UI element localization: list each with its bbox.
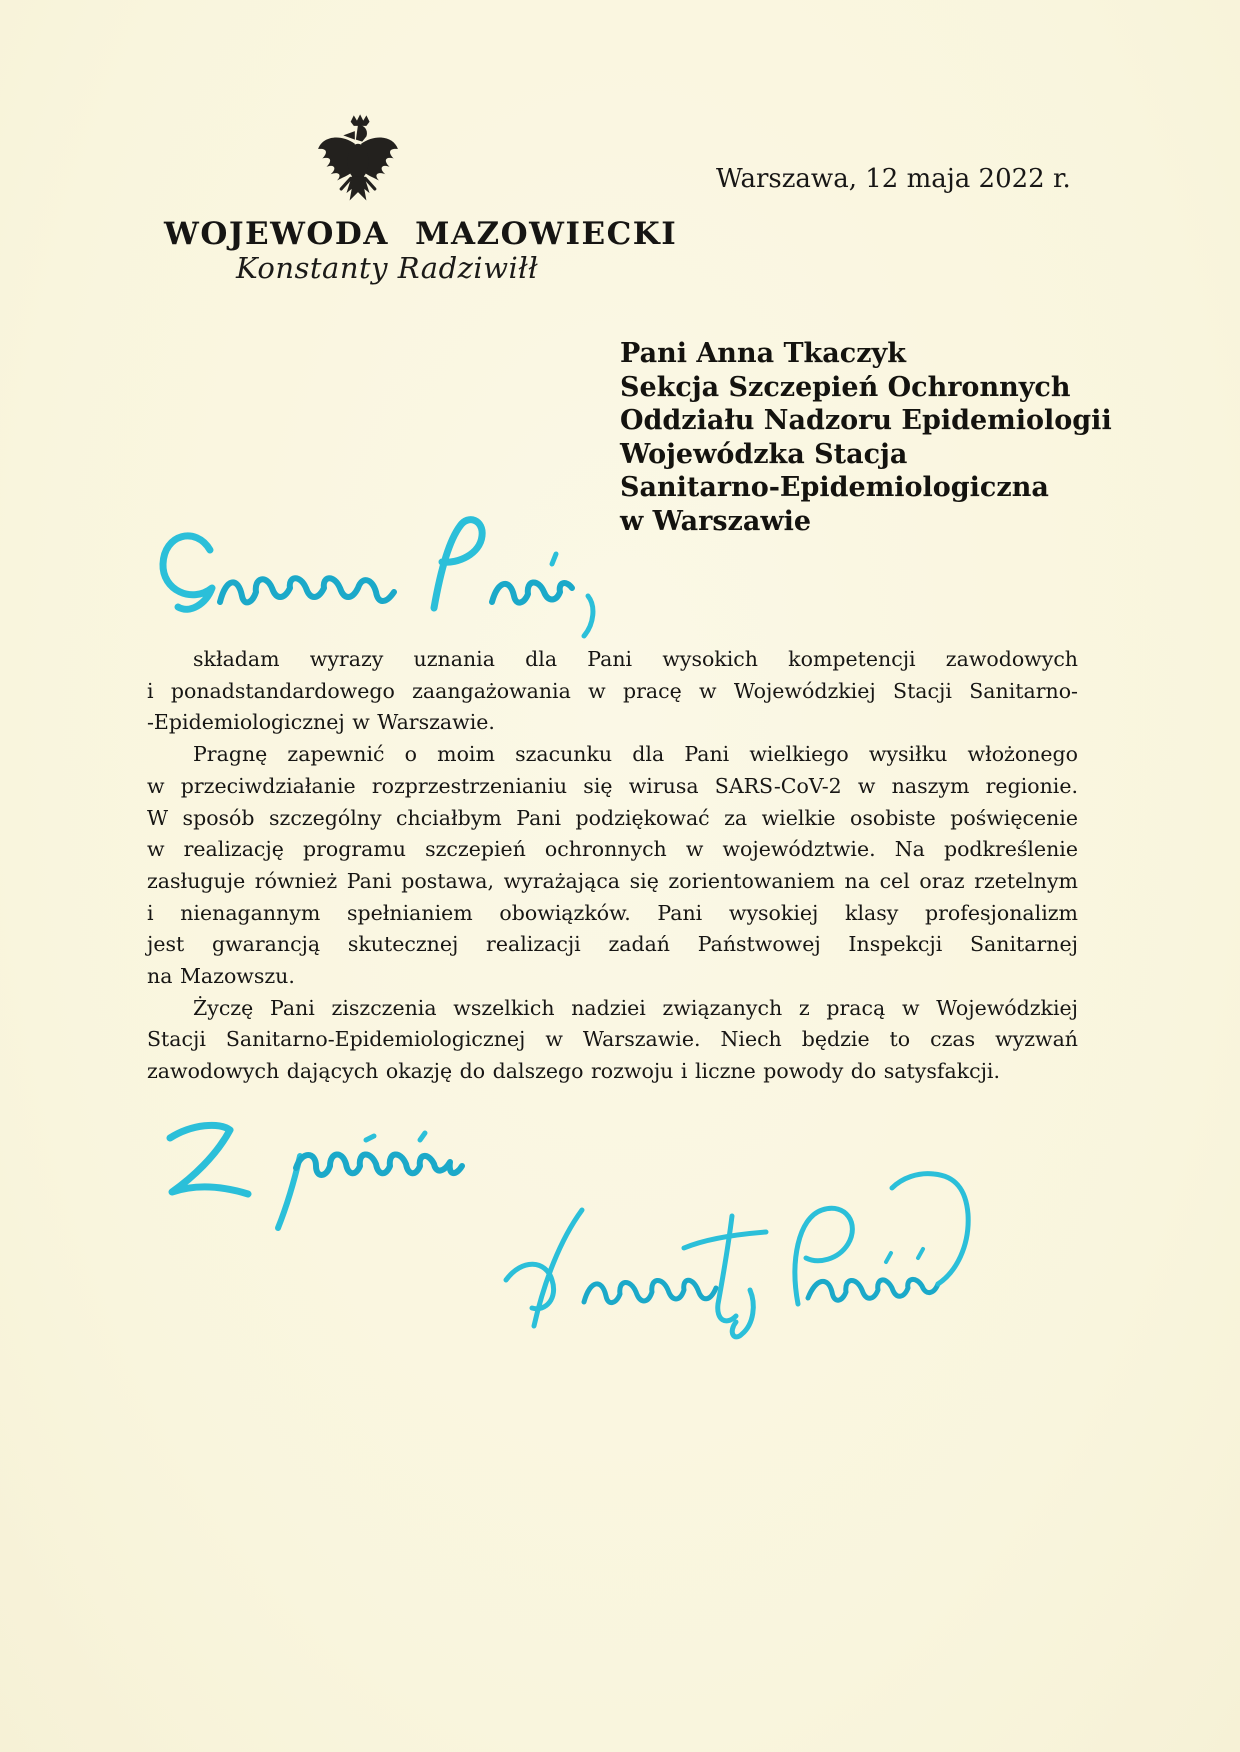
recipient-line: w Warszawie bbox=[620, 505, 812, 537]
body-line: -Epidemiologicznej w Warszawie. bbox=[147, 710, 495, 735]
body-line: w przeciwdziałanie rozprzestrzenianiu się wirusa SARS-CoV-2 w naszym regionie. bbox=[147, 773, 1078, 798]
body-line: zawodowych dających okazję do dalszego rozwoju i liczne powody do satysfakcji. bbox=[147, 1059, 1001, 1084]
body-line: zasługuje również Pani postawa, wyrażająca się zorientowaniem na cel oraz rzetelnym bbox=[147, 868, 1078, 893]
body-line: Życzę Pani ziszczenia wszelkich nadziei związanych z pracą w Wojewódzkiej bbox=[193, 995, 1078, 1020]
recipient-block bbox=[620, 337, 1112, 538]
office-holder-name: Konstanty Radziwiłł bbox=[236, 251, 539, 285]
body-line: W sposób szczególny chciałbym Pani podziękować za wielkie osobiste poświęcenie bbox=[147, 805, 1078, 830]
handwritten-greeting bbox=[148, 512, 618, 652]
polish-eagle-icon bbox=[316, 113, 400, 205]
recipient-line: Pani Anna Tkaczyk bbox=[620, 338, 906, 369]
handwritten-closing bbox=[158, 1116, 558, 1234]
place-and-date: Warszawa, 12 maja 2022 r. bbox=[716, 164, 1071, 194]
recipient-line: Wojewódzka Stacja bbox=[620, 438, 908, 470]
body-line: Pragnę zapewnić o moim szacunku dla Pani wielkiego wysiłku włożonego bbox=[193, 742, 1078, 767]
body-line: Stacji Sanitarno-Epidemiologicznej w Warszawie. Niech będzie to czas wyzwań bbox=[147, 1027, 1078, 1052]
handwritten-signature bbox=[488, 1152, 993, 1342]
office-title: WOJEWODA MAZOWIECKI bbox=[164, 216, 678, 252]
body-line: składam wyrazy uznania dla Pani wysokich kompetencji zawodowych bbox=[193, 647, 1078, 671]
body-line: i ponadstandardowego zaangażowania w pracę w Wojewódzkiej Stacji Sanitarno- bbox=[147, 678, 1078, 703]
body-line: na Mazowszu. bbox=[147, 964, 295, 989]
recipient-line: Sanitarno-Epidemiologiczna bbox=[620, 472, 1049, 503]
body-line: jest gwarancją skutecznej realizacji zadań Państwowej Inspekcji Sanitarnej bbox=[147, 932, 1078, 957]
letter-body bbox=[147, 644, 1078, 1088]
body-line: w realizację programu szczepień ochronnych w województwie. Na podkreślenie bbox=[147, 837, 1078, 862]
body-line: i nienagannym spełnianiem obowiązków. Pani wysokiej klasy profesjonalizm bbox=[147, 900, 1078, 925]
recipient-line: Oddziału Nadzoru Epidemiologii bbox=[620, 405, 1112, 436]
recipient-line: Sekcja Szczepień Ochronnych bbox=[620, 371, 1071, 403]
